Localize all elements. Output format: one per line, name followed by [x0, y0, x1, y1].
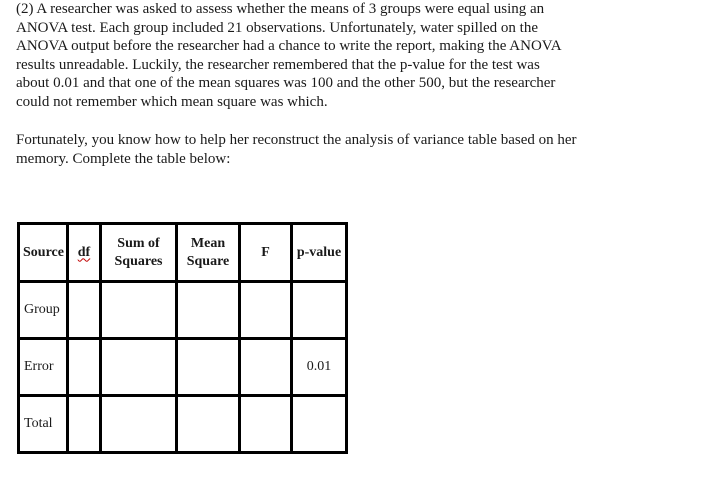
cell-pvalue[interactable] — [292, 282, 347, 339]
cell-pvalue: 0.01 — [292, 339, 347, 396]
header-mean-square — [177, 224, 240, 282]
text-line: could not remember which mean square was which. — [16, 93, 328, 110]
anova-table — [17, 222, 348, 454]
cell-f[interactable] — [240, 282, 292, 339]
header-ss-line2: Squares — [114, 253, 163, 269]
header-ms-line1: Mean — [190, 235, 226, 251]
cell-ms[interactable] — [177, 282, 240, 339]
cell-df[interactable] — [68, 339, 101, 396]
text-line: about 0.01 and that one of the mean squares was 100 and the other 500, but the researcher — [16, 75, 556, 92]
header-ss-line1: Sum of — [117, 235, 160, 251]
problem-paragraph-2 — [16, 131, 626, 168]
cell-f[interactable] — [240, 339, 292, 396]
text-line: Fortunately, you know how to help her reconstruct the analysis of variance table based on her — [16, 132, 577, 148]
header-df — [68, 224, 101, 282]
header-pvalue: p-value — [292, 224, 347, 282]
cell-f[interactable] — [240, 396, 292, 453]
table-row — [19, 282, 347, 339]
header-f: F — [240, 224, 292, 282]
text-line: results unreadable. Luckily, the researcher remembered that the p-value for the test was — [16, 56, 540, 73]
cell-ss[interactable] — [101, 339, 177, 396]
cell-ss[interactable] — [101, 396, 177, 453]
cell-source: Error — [19, 339, 68, 396]
cell-ss[interactable] — [101, 282, 177, 339]
text-line: ANOVA output before the researcher had a chance to write the report, making the ANOVA — [16, 38, 562, 55]
text-line: ANOVA test. Each group included 21 observations. Unfortunately, water spilled on the — [16, 19, 538, 36]
cell-source: Group — [19, 282, 68, 339]
problem-paragraph-1 — [16, 0, 616, 112]
cell-pvalue[interactable] — [292, 396, 347, 453]
text-line: memory. Complete the table below: — [16, 150, 231, 167]
header-df-label: df — [77, 244, 91, 260]
header-source: Source — [19, 224, 68, 282]
cell-df[interactable] — [68, 282, 101, 339]
header-sum-of-squares — [101, 224, 177, 282]
cell-df[interactable] — [68, 396, 101, 453]
header-ms-line2: Square — [186, 253, 230, 269]
cell-ms[interactable] — [177, 339, 240, 396]
cell-ms[interactable] — [177, 396, 240, 453]
table-row — [19, 396, 347, 453]
table-header-row — [19, 224, 347, 282]
table-row — [19, 339, 347, 396]
text-line: (2) A researcher was asked to assess whether the means of 3 groups were equal using an — [16, 1, 545, 17]
cell-source: Total — [19, 396, 68, 453]
